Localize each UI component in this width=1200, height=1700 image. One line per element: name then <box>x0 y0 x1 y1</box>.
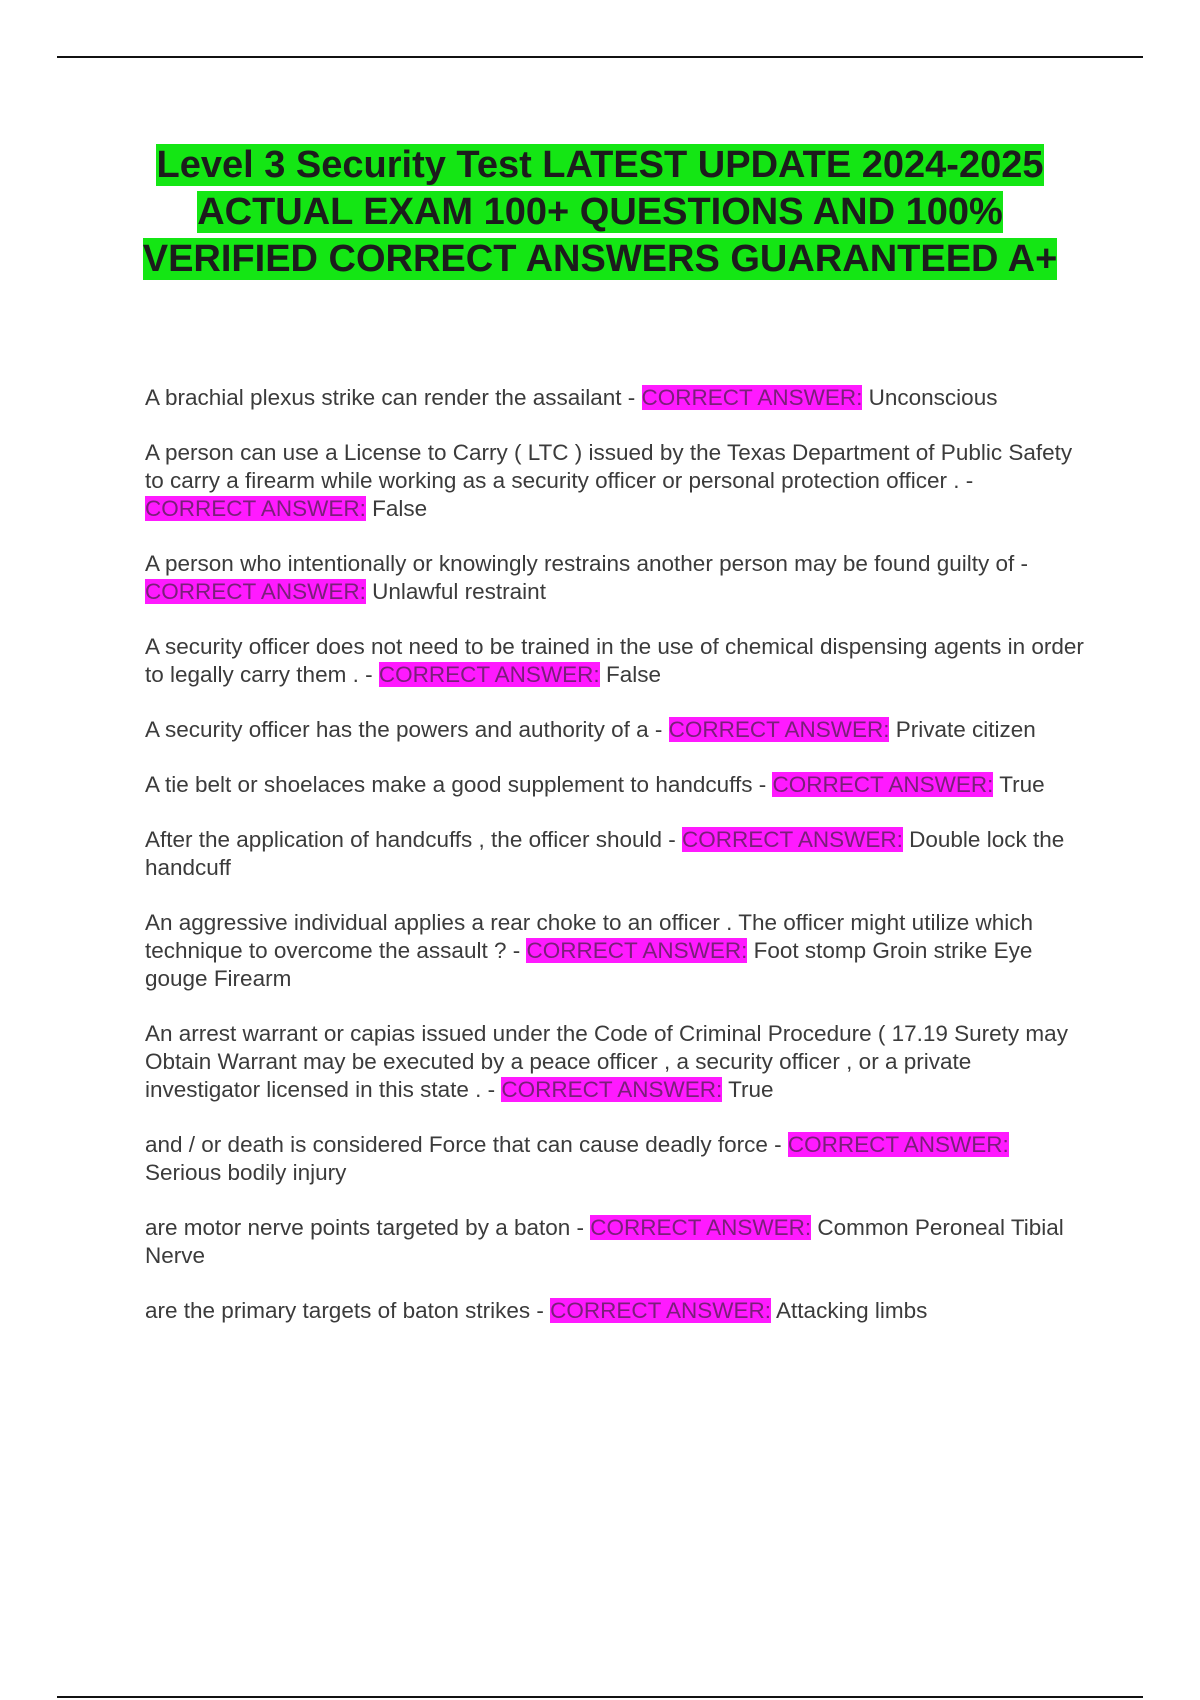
qa-item <box>145 384 1090 412</box>
correct-answer-tag: CORRECT ANSWER: <box>145 496 366 521</box>
correct-answer-tag: CORRECT ANSWER: <box>668 717 890 742</box>
top-rule <box>57 56 1143 58</box>
question-text: A security officer has the powers and authority of a - <box>145 717 669 742</box>
answer-text: True <box>728 1077 774 1102</box>
answer-text: Common Peroneal Tibial Nerve <box>145 1215 1064 1268</box>
question-text: An arrest warrant or capias issued under the Code of Criminal Procedure ( 17.19 Surety may Obtain Warrant may be executed by a peace officer , a security officer , or a private investigator licensed in this state . - <box>145 1021 1068 1102</box>
qa-item <box>145 439 1090 523</box>
answer-text: Double lock the handcuff <box>145 827 1065 880</box>
answer-text: Unconscious <box>868 385 998 410</box>
correct-answer-tag: CORRECT ANSWER: <box>787 1132 1009 1157</box>
answer-text: Serious bodily injury <box>145 1160 347 1185</box>
question-text: and / or death is considered Force that can cause deadly force - <box>145 1132 788 1157</box>
correct-answer-tag: CORRECT ANSWER: <box>641 385 863 410</box>
correct-answer-tag: CORRECT ANSWER: <box>526 938 748 963</box>
document-title: Level 3 Security Test LATEST UPDATE 2024-2025 ACTUAL EXAM 100+ QUESTIONS AND 100% VERIFIED CORRECT ANSWERS GUARANTEED A+ <box>142 144 1058 280</box>
answer-text: False <box>372 496 428 521</box>
question-list <box>145 384 1090 1352</box>
qa-item <box>145 826 1090 882</box>
answer-text: True <box>999 772 1045 797</box>
correct-answer-tag: CORRECT ANSWER: <box>378 662 600 687</box>
correct-answer-tag: CORRECT ANSWER: <box>772 772 994 797</box>
question-text: After the application of handcuffs , the officer should - <box>145 827 683 852</box>
answer-text: False <box>605 662 661 687</box>
correct-answer-tag: CORRECT ANSWER: <box>682 827 903 852</box>
answer-text: Foot stomp Groin strike Eye gouge Firearm <box>145 938 1033 991</box>
qa-item <box>145 909 1090 993</box>
question-text: A person can use a License to Carry ( LTC ) issued by the Texas Department of Public Safety to carry a firearm while working as a security officer or personal protection officer . - <box>145 440 1073 493</box>
correct-answer-tag: CORRECT ANSWER: <box>145 579 366 604</box>
qa-item <box>145 1020 1090 1104</box>
question-text: A brachial plexus strike can render the assailant - <box>145 385 642 410</box>
question-text: A person who intentionally or knowingly restrains another person may be found guilty of - <box>145 551 1028 576</box>
qa-item <box>145 1214 1090 1270</box>
answer-text: Attacking limbs <box>776 1298 928 1323</box>
qa-item <box>145 1131 1090 1187</box>
correct-answer-tag: CORRECT ANSWER: <box>501 1077 723 1102</box>
qa-item <box>145 550 1090 606</box>
question-text: A tie belt or shoelaces make a good supplement to handcuffs - <box>145 772 773 797</box>
qa-item <box>145 633 1090 689</box>
answer-text: Private citizen <box>895 717 1036 742</box>
correct-answer-tag: CORRECT ANSWER: <box>550 1298 772 1323</box>
bottom-rule <box>57 1696 1143 1698</box>
title-block <box>130 142 1070 283</box>
question-text: are the primary targets of baton strikes - <box>145 1298 551 1323</box>
question-text: are motor nerve points targeted by a baton - <box>145 1215 591 1240</box>
qa-item <box>145 1297 1090 1325</box>
qa-item <box>145 716 1090 744</box>
question-text: A security officer does not need to be trained in the use of chemical dispensing agents in order to legally carry them . - <box>145 634 1084 687</box>
answer-text: Unlawful restraint <box>372 579 546 604</box>
question-text: An aggressive individual applies a rear choke to an officer . The officer might utilize which technique to overcome the assault ? - <box>145 910 1033 963</box>
qa-item <box>145 771 1090 799</box>
correct-answer-tag: CORRECT ANSWER: <box>590 1215 812 1240</box>
